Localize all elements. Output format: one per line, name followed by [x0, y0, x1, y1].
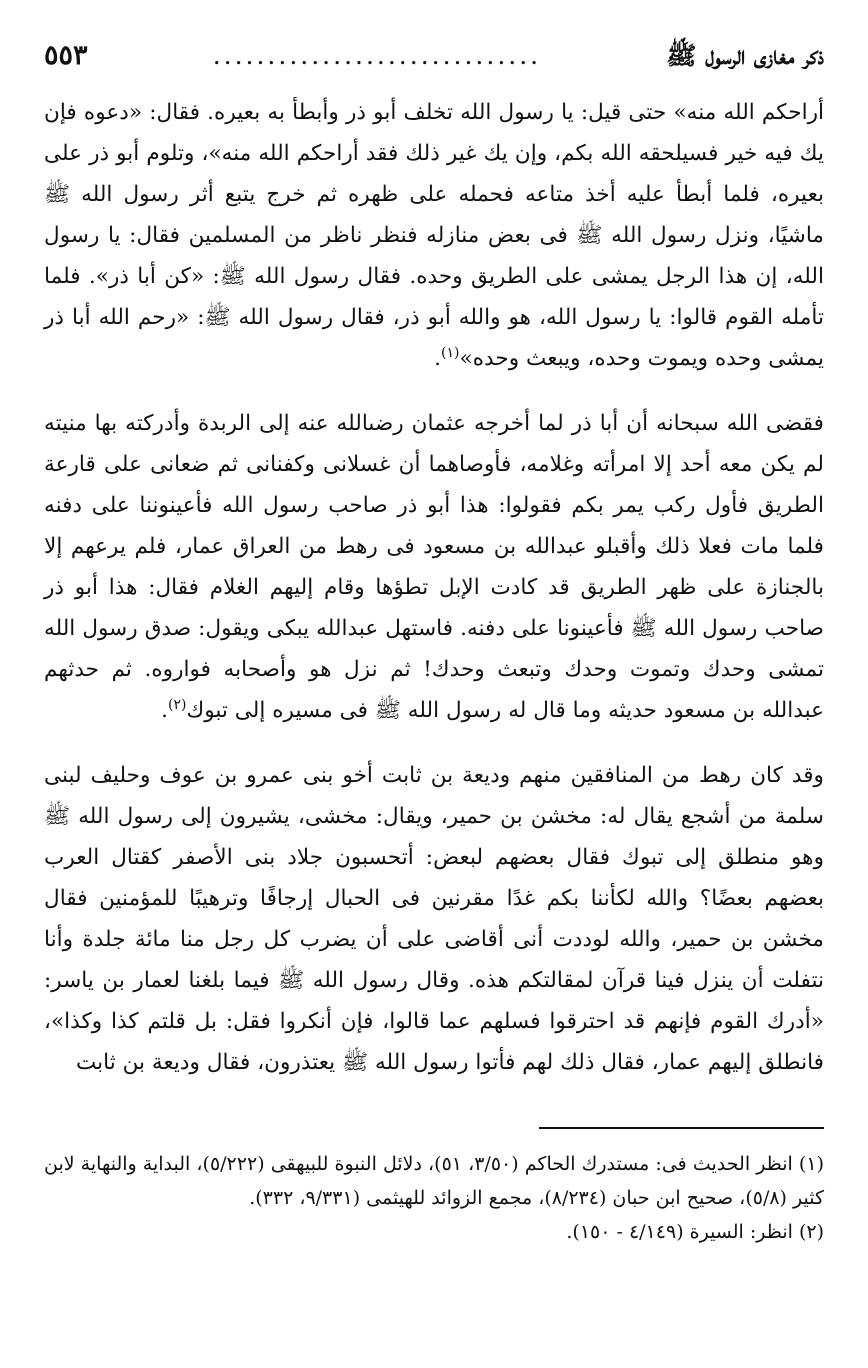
paragraph: [44, 755, 824, 1083]
footnote-divider: [539, 1127, 824, 1129]
paragraph: [44, 92, 824, 379]
chapter-title: ذكر مغازى الرسول ﷺ: [666, 41, 824, 70]
page-number: ٥٥٣: [44, 40, 88, 71]
paragraph: [44, 403, 824, 731]
footnotes: [44, 1147, 824, 1249]
leader-dots: ..............................: [212, 41, 542, 70]
paragraph-text: فقضى الله سبحانه أن أبا ذر لما أخرجه عثمان رضىالله عنه إلى الربدة وأدركته بها منيته لم يكن معه أحد إلا امرأته وغلامه، فأوصاهما أن غسلانى وكفنانى ثم ضعانى على قارعة الطريق فأول ركب يمر بكم فقولوا: هذا أبو ذر صاحب رسول الله فأعينوننا على دفنه فلما مات فعلا ذلك وأقبلو عبدالله بن مسعود فى رهط من العراق عمار، فلم يرعهم إلا بالجنازة على ظهر الطريق قد كادت الإبل تطؤها وقام إليهم الغلام فقال: هذا أبو ذر صاحب رسول الله ﷺ فأعينونا على دفنه. فاستهل عبدالله يبكى ويقول: صدق رسول الله تمشى وحدك وتموت وحدك وتبعث وحدك! ثم نزل هو وأصحابه فواروه. ثم حدثهم عبدالله بن مسعود حديثه وما قال له رسول الله ﷺ فى مسيره إلى تبوك: [44, 411, 824, 723]
footnote: (٢) انظر: السيرة (٤/١٤٩ - ١٥٠).: [566, 1221, 824, 1243]
body-text: [44, 92, 824, 1083]
footnote-mark: (٢): [167, 696, 187, 713]
running-head: [44, 40, 824, 92]
paragraph-text: وقد كان رهط من المنافقين منهم وديعة بن ثابت أخو بنى عمرو بن عوف وحليف لبنى سلمة من أشجع يقال له: مخشن بن حمير، ويقال: مخشى، يشيرون إلى رسول الله ﷺ وهو منطلق إلى تبوك فقال بعضهم لبعض: أتحسبون جلاد بنى الأصفر كقتال العرب بعضهم بعضًا؟ والله لكأننا بكم غدًا مقرنين فى الحبال إرجافًا وترهيبًا للمؤمنين فقال مخشن بن حمير، والله لوددت أنى أقاضى على أن يضرب كل رجل منا مائة جلدة وأنا نتفلت أن ينزل فينا قرآن لمقالتكم هذه. وقال رسول الله ﷺ فيما بلغنا لعمار بن ياسر: «أدرك القوم فإنهم قد احترقوا فسلهم عما قالوا، فإن أنكروا فقل: بل قلتم كذا وكذا»، فانطلق إليهم عمار، فقال ذلك لهم فأتوا رسول الله ﷺ يعتذرون، فقال وديعة بن ثابت: [44, 763, 824, 1075]
paragraph-tail: .: [161, 698, 168, 723]
footnote-mark: (١): [441, 344, 460, 361]
paragraph-tail: .: [434, 346, 442, 371]
paragraph-text: أراحكم الله منه» حتى قيل: يا رسول الله تخلف أبو ذر وأبطأ به بعيره. فقال: «دعوه فإن يك فيه خير فسيلحقه الله بكم، وإن يك غير ذلك فقد أراحكم الله منه»، وتلوم أبو ذر على بعيره، فلما أبطأ عليه أخذ متاعه فحمله على ظهره ثم خرج يتبع أثر رسول الله ﷺ ماشيًا، ونزل رسول الله ﷺ فى بعض منازله فنظر ناظر من المسلمين فقال: يا رسول الله، إن هذا الرجل يمشى على الطريق وحده. فقال رسول الله ﷺ: «كن أبا ذر». فلما تأمله القوم قالوا: يا رسول الله، هو والله أبو ذر، فقال رسول الله ﷺ: «رحم الله أبا ذر يمشى وحده ويموت وحده، ويبعث وحده»: [44, 100, 824, 371]
footnote: (١) انظر الحديث فى: مستدرك الحاكم (٣/٥٠، ٥١)، دلائل النبوة للبيهقى (٥/٢٢٢)، البداية والنهاية لابن كثير (٥/٨)، صحيح ابن حبان (٨/٢٣٤)، مجمع الزوائد للهيثمى (٩/٣٣١، ٣٣٢).: [44, 1153, 824, 1209]
